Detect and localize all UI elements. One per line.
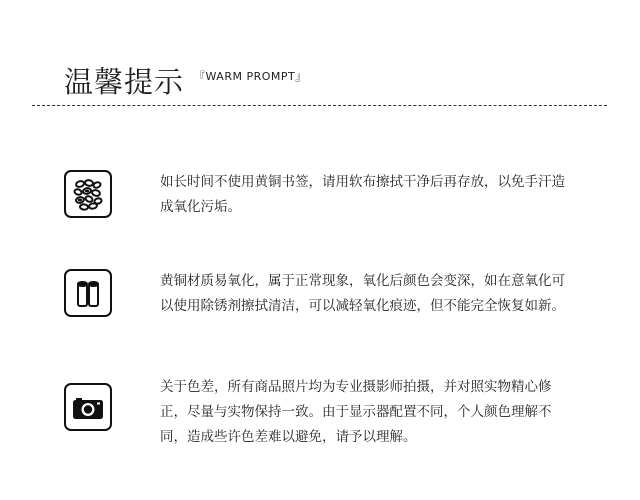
notice-item-cleaning — [64, 170, 584, 220]
notice-text: 如长时间不使用黄铜书签，请用软布擦拭干净后再存放，以免手汗造成氧化污垢。 — [160, 174, 565, 215]
page-title: 温馨提示 — [64, 65, 185, 99]
grains-icon — [64, 170, 112, 218]
notice-text: 黄铜材质易氧化，属于正常现象，氧化后颜色会变深，如在意氧化可以使用除锈剂擦拭清洁，可以减轻氧化痕迹，但不能完全恢复如新。 — [160, 273, 565, 314]
notice-text: 关于色差，所有商品照片均为专业摄影师拍摄，并对照实物精心修正，尽量与实物保持一致。由于显示器配置不同，个人颜色理解不同，造成些许色差难以避免，请予以理解。 — [160, 379, 552, 445]
notice-item-oxidation — [64, 269, 584, 319]
page-subtitle: 『WARM PROMPT』 — [194, 70, 307, 83]
rolls-icon — [64, 269, 112, 317]
dashed-divider — [32, 105, 607, 106]
notice-item-color — [64, 375, 584, 450]
header — [64, 62, 307, 102]
camera-icon — [64, 383, 112, 431]
